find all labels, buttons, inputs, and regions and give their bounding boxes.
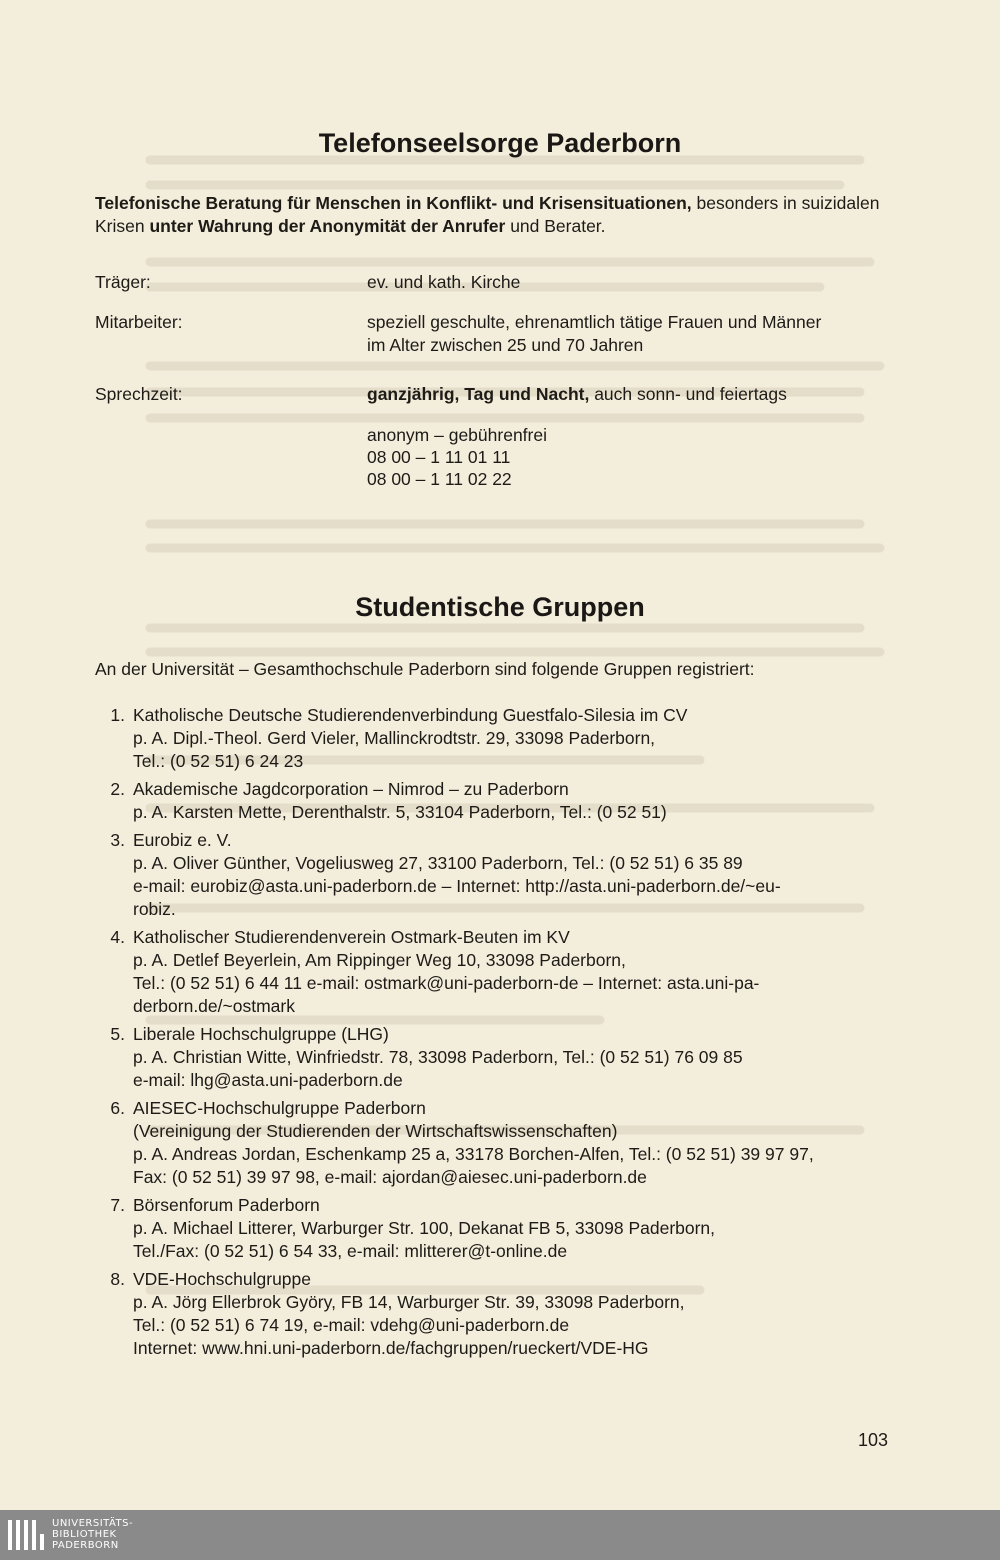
list-item-number: 8.: [110, 1269, 125, 1289]
list-item-line: Tel.: (0 52 51) 6 74 19, e-mail: vdehg@uni-paderborn.de: [133, 1315, 570, 1335]
list-item-line: e-mail: eurobiz@asta.uni-paderborn.de – Internet: http://asta.uni-paderborn.de/~eu-: [133, 876, 781, 896]
list-item-line: Internet: www.hni.uni-paderborn.de/fachgruppen/rueckert/VDE-HG: [133, 1338, 649, 1358]
list-item-line: Tel.: (0 52 51) 6 44 11 e-mail: ostmark@uni-paderborn-de – Internet: asta.uni-pa-: [133, 973, 760, 993]
description-bold-1: Telefonische Beratung für Menschen in Konflikt- und Krisensituationen,: [95, 193, 692, 213]
list-item-line: (Vereinigung der Studierenden der Wirtschaftswissenschaften): [133, 1121, 618, 1141]
traeger-label: Träger:: [95, 272, 151, 292]
description-bold-2: unter Wahrung der Anonymität der Anrufer: [149, 216, 506, 236]
list-item-line: Tel.: (0 52 51) 6 24 23: [133, 751, 304, 771]
list-item-line: p. A. Jörg Ellerbrok Györy, FB 14, Warburger Str. 39, 33098 Paderborn,: [133, 1292, 685, 1312]
list-item-line: Tel./Fax: (0 52 51) 6 54 33, e-mail: mlitterer@t-online.de: [133, 1241, 568, 1261]
logo-line-3: PADERBORN: [52, 1540, 119, 1551]
mitarbeiter-line-2: im Alter zwischen 25 und 70 Jahren: [367, 335, 644, 355]
hotline-number-2: 08 00 – 1 11 02 22: [367, 469, 512, 489]
list-item: [95, 1097, 905, 1189]
sprechzeit-text: auch sonn- und feiertags: [589, 384, 787, 404]
list-item-line: Katholische Deutsche Studierendenverbindung Guestfalo-Silesia im CV: [133, 705, 688, 725]
list-item-line: derborn.de/~ostmark: [133, 996, 295, 1016]
traeger-value: ev. und kath. Kirche: [367, 272, 521, 292]
list-item-line: Katholischer Studierendenverein Ostmark-Beuten im KV: [133, 927, 570, 947]
list-item-number: 5.: [110, 1024, 125, 1044]
list-item-line: Börsenforum Paderborn: [133, 1195, 320, 1215]
list-item: [95, 778, 905, 824]
list-item-line: Eurobiz e. V.: [133, 830, 232, 850]
list-item-line: Akademische Jagdcorporation – Nimrod – zu Paderborn: [133, 779, 569, 799]
list-item-number: 1.: [110, 705, 125, 725]
mitarbeiter-label: Mitarbeiter:: [95, 312, 183, 332]
sprechzeit-bold: ganzjährig, Tag und Nacht,: [367, 384, 590, 404]
hotline-heading: anonym – gebührenfrei: [367, 425, 547, 445]
list-item-line: VDE-Hochschulgruppe: [133, 1269, 312, 1289]
hotline-number-1: 08 00 – 1 11 01 11: [367, 447, 511, 467]
list-item-line: p. A. Andreas Jordan, Eschenkamp 25 a, 33178 Borchen-Alfen, Tel.: (0 52 51) 39 97 97,: [133, 1144, 814, 1164]
list-item-line: Fax: (0 52 51) 39 97 98, e-mail: ajordan@aiesec.uni-paderborn.de: [133, 1167, 647, 1187]
hotline-numbers: [367, 424, 547, 490]
list-item: [95, 704, 905, 773]
groups-intro: An der Universität – Gesamthochschule Paderborn sind folgende Gruppen registriert:: [95, 659, 755, 679]
list-item: [95, 829, 905, 921]
description-text-1: besonders in suizidalen Krisen: [95, 193, 880, 236]
sprechzeit-value: [367, 383, 907, 406]
list-item: [95, 926, 905, 1018]
sprechzeit-label: Sprechzeit:: [95, 384, 183, 404]
list-item-line: AIESEC-Hochschulgruppe Paderborn: [133, 1098, 426, 1118]
list-item-line: Liberale Hochschulgruppe (LHG): [133, 1024, 389, 1044]
list-item: [95, 1268, 905, 1360]
list-item-line: p. A. Michael Litterer, Warburger Str. 100, Dekanat FB 5, 33098 Paderborn,: [133, 1218, 716, 1238]
list-item-line: p. A. Christian Witte, Winfriedstr. 78, 33098 Paderborn, Tel.: (0 52 51) 76 09 85: [133, 1047, 743, 1067]
list-item-number: 3.: [110, 830, 125, 850]
library-footer-bar: [0, 1510, 1000, 1560]
list-item-number: 2.: [110, 779, 125, 799]
section-title-telefonseelsorge: Telefonseelsorge Paderborn: [318, 128, 682, 158]
groups-list: [95, 704, 905, 1365]
telefonseelsorge-description: [95, 192, 895, 238]
mitarbeiter-value: [367, 311, 907, 357]
list-item-number: 7.: [110, 1195, 125, 1215]
list-item-number: 4.: [110, 927, 125, 947]
library-logo-text: [52, 1518, 133, 1551]
logo-line-2: BIBLIOTHEK: [52, 1529, 117, 1540]
list-item-line: e-mail: lhg@asta.uni-paderborn.de: [133, 1070, 403, 1090]
list-item-number: 6.: [110, 1098, 125, 1118]
list-item-line: robiz.: [133, 899, 176, 919]
page-number: 103: [857, 1430, 888, 1450]
logo-line-1: UNIVERSITÄTS-: [52, 1518, 134, 1529]
mitarbeiter-line-1: speziell geschulte, ehrenamtlich tätige Frauen und Männer: [367, 312, 822, 332]
list-item-line: p. A. Detlef Beyerlein, Am Rippinger Weg 10, 33098 Paderborn,: [133, 950, 626, 970]
list-item-line: p. A. Oliver Günther, Vogeliusweg 27, 33100 Paderborn, Tel.: (0 52 51) 6 35 89: [133, 853, 743, 873]
list-item: [95, 1194, 905, 1263]
list-item: [95, 1023, 905, 1092]
section-title-studentische-gruppen: Studentische Gruppen: [355, 592, 645, 622]
list-item-line: p. A. Dipl.-Theol. Gerd Vieler, Mallinckrodtstr. 29, 33098 Paderborn,: [133, 728, 656, 748]
description-text-2: und Berater.: [505, 216, 606, 236]
list-item-line: p. A. Karsten Mette, Derenthalstr. 5, 33104 Paderborn, Tel.: (0 52 51): [133, 802, 667, 822]
